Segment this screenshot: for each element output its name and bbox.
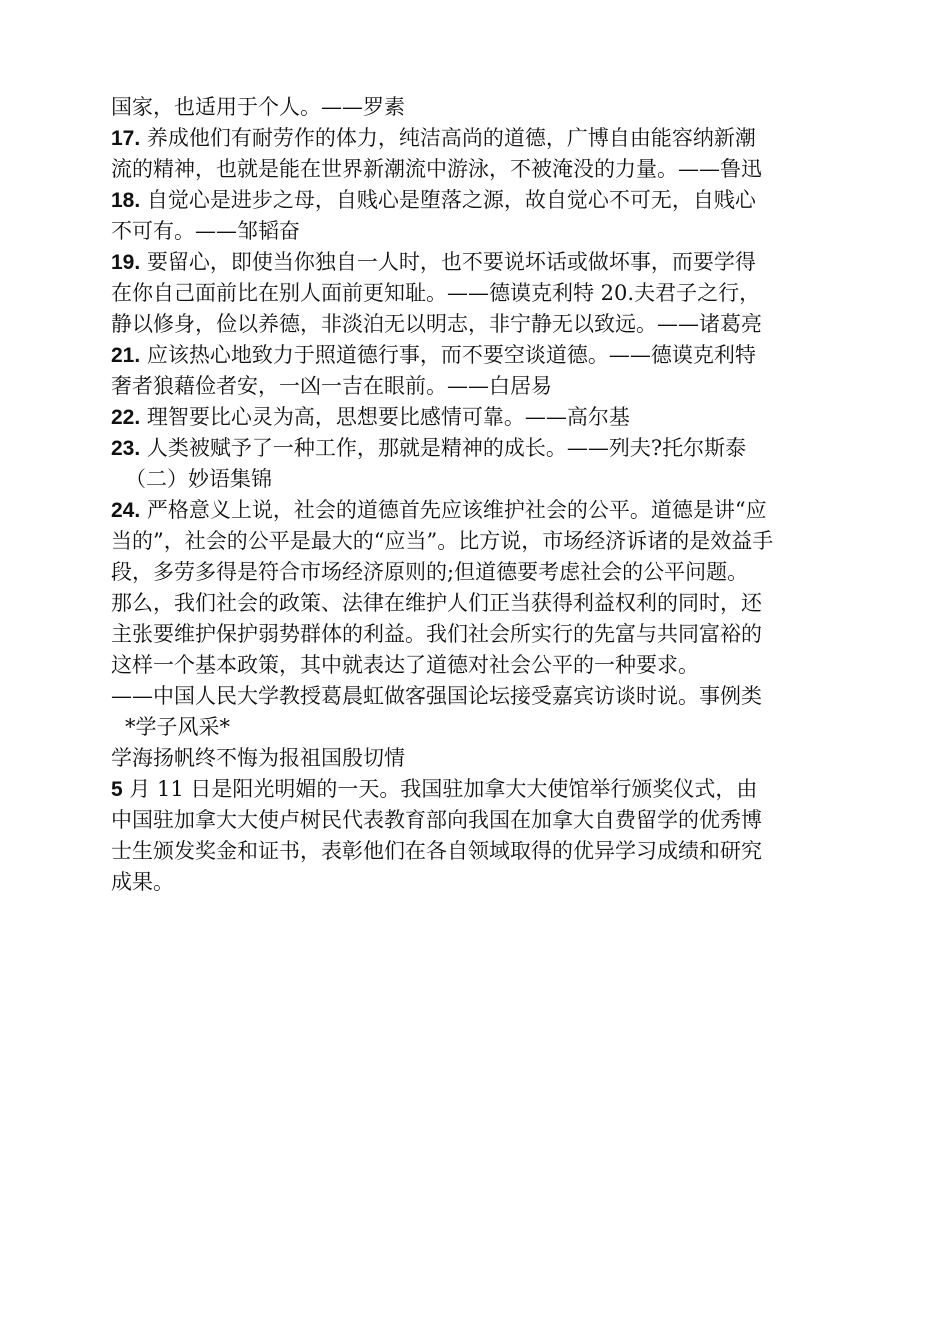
text-line — [111, 836, 841, 867]
line-text: 士生颁发奖金和证书，表彰他们在各自领域取得的优异学习成绩和研究 — [111, 839, 762, 863]
text-line — [111, 495, 841, 526]
line-text: （二）妙语集锦 — [125, 467, 272, 491]
line-text: 那么，我们社会的政策、法律在维护人们正当获得利益权利的同时，还 — [111, 591, 762, 615]
line-text: 不可有。——邹韬奋 — [111, 219, 300, 243]
item-number: 21. — [111, 344, 141, 367]
line-text: 成果。 — [111, 870, 174, 894]
item-number: 19. — [111, 251, 141, 274]
text-line — [111, 588, 841, 619]
text-line — [111, 526, 841, 557]
line-text: 学海扬帆终不悔为报祖国殷切情 — [111, 746, 405, 770]
line-text: 要留心，即使当你独自一人时，也不要说坏话或做坏事，而要学得 — [140, 250, 756, 274]
text-line — [111, 340, 841, 371]
line-text: 人类被赋予了一种工作，那就是精神的成长。——列夫?托尔斯泰 — [140, 436, 747, 460]
text-line — [111, 867, 841, 898]
line-text: 自觉心是进步之母，自贱心是堕落之源，故自觉心不可无，自贱心 — [140, 188, 756, 212]
item-number: 18. — [111, 189, 141, 212]
text-line — [111, 743, 841, 774]
text-line — [111, 805, 841, 836]
text-line — [111, 464, 841, 495]
text-line — [111, 650, 841, 681]
text-line — [111, 371, 841, 402]
text-line — [111, 619, 841, 650]
text-line — [111, 402, 841, 433]
line-text: 国家，也适用于个人。——罗素 — [111, 95, 405, 119]
text-line — [111, 278, 841, 309]
text-line — [111, 774, 841, 805]
line-text: 流的精神，也就是能在世界新潮流中游泳，不被淹没的力量。——鲁迅 — [111, 157, 762, 181]
line-text: 养成他们有耐劳作的体力，纯洁高尚的道德，广博自由能容纳新潮 — [140, 126, 756, 150]
line-text: 段，多劳多得是符合市场经济原则的;但道德要考虑社会的公平问题。 — [111, 560, 749, 584]
item-number: 17. — [111, 127, 141, 150]
line-text: 主张要维护保护弱势群体的利益。我们社会所实行的先富与共同富裕的 — [111, 622, 762, 646]
line-text: 奢者狼藉俭者安，一凶一吉在眼前。——白居易 — [111, 374, 552, 398]
line-text: 这样一个基本政策，其中就表达了道德对社会公平的一种要求。 — [111, 653, 699, 677]
item-number: 22. — [111, 406, 141, 429]
line-text: 在你自己面前比在别人面前更知耻。——德谟克利特 20.夫君子之行， — [111, 281, 761, 305]
document-body — [111, 92, 841, 898]
line-text: 理智要比心灵为高，思想要比感情可靠。——高尔基 — [140, 405, 630, 429]
text-line — [111, 712, 841, 743]
text-line — [111, 433, 841, 464]
line-text: *学子风采* — [125, 715, 230, 739]
line-text: 应该热心地致力于照道德行事，而不要空谈道德。——德谟克利特 — [140, 343, 756, 367]
text-line — [111, 216, 841, 247]
text-line — [111, 185, 841, 216]
item-number: 5 — [111, 778, 123, 801]
item-number: 23. — [111, 437, 141, 460]
line-text: 严格意义上说，社会的道德首先应该维护社会的公平。道德是讲“应 — [140, 498, 767, 522]
line-text: 中国驻加拿大大使卢树民代表教育部向我国在加拿大自费留学的优秀博 — [111, 808, 762, 832]
text-line — [111, 92, 841, 123]
line-text: ——中国人民大学教授葛晨虹做客强国论坛接受嘉宾访谈时说。事例类 — [111, 684, 762, 708]
text-line — [111, 557, 841, 588]
line-text: 当的”，社会的公平是最大的“应当”。比方说，市场经济诉诸的是效益手 — [111, 529, 774, 553]
line-text: 静以修身，俭以养德，非淡泊无以明志，非宁静无以致远。——诸葛亮 — [111, 312, 762, 336]
text-line — [111, 123, 841, 154]
line-text: 月 11 日是阳光明媚的一天。我国驻加拿大大使馆举行颁奖仪式，由 — [122, 777, 758, 801]
text-line — [111, 309, 841, 340]
text-line — [111, 154, 841, 185]
text-line — [111, 247, 841, 278]
text-line — [111, 681, 841, 712]
item-number: 24. — [111, 499, 141, 522]
